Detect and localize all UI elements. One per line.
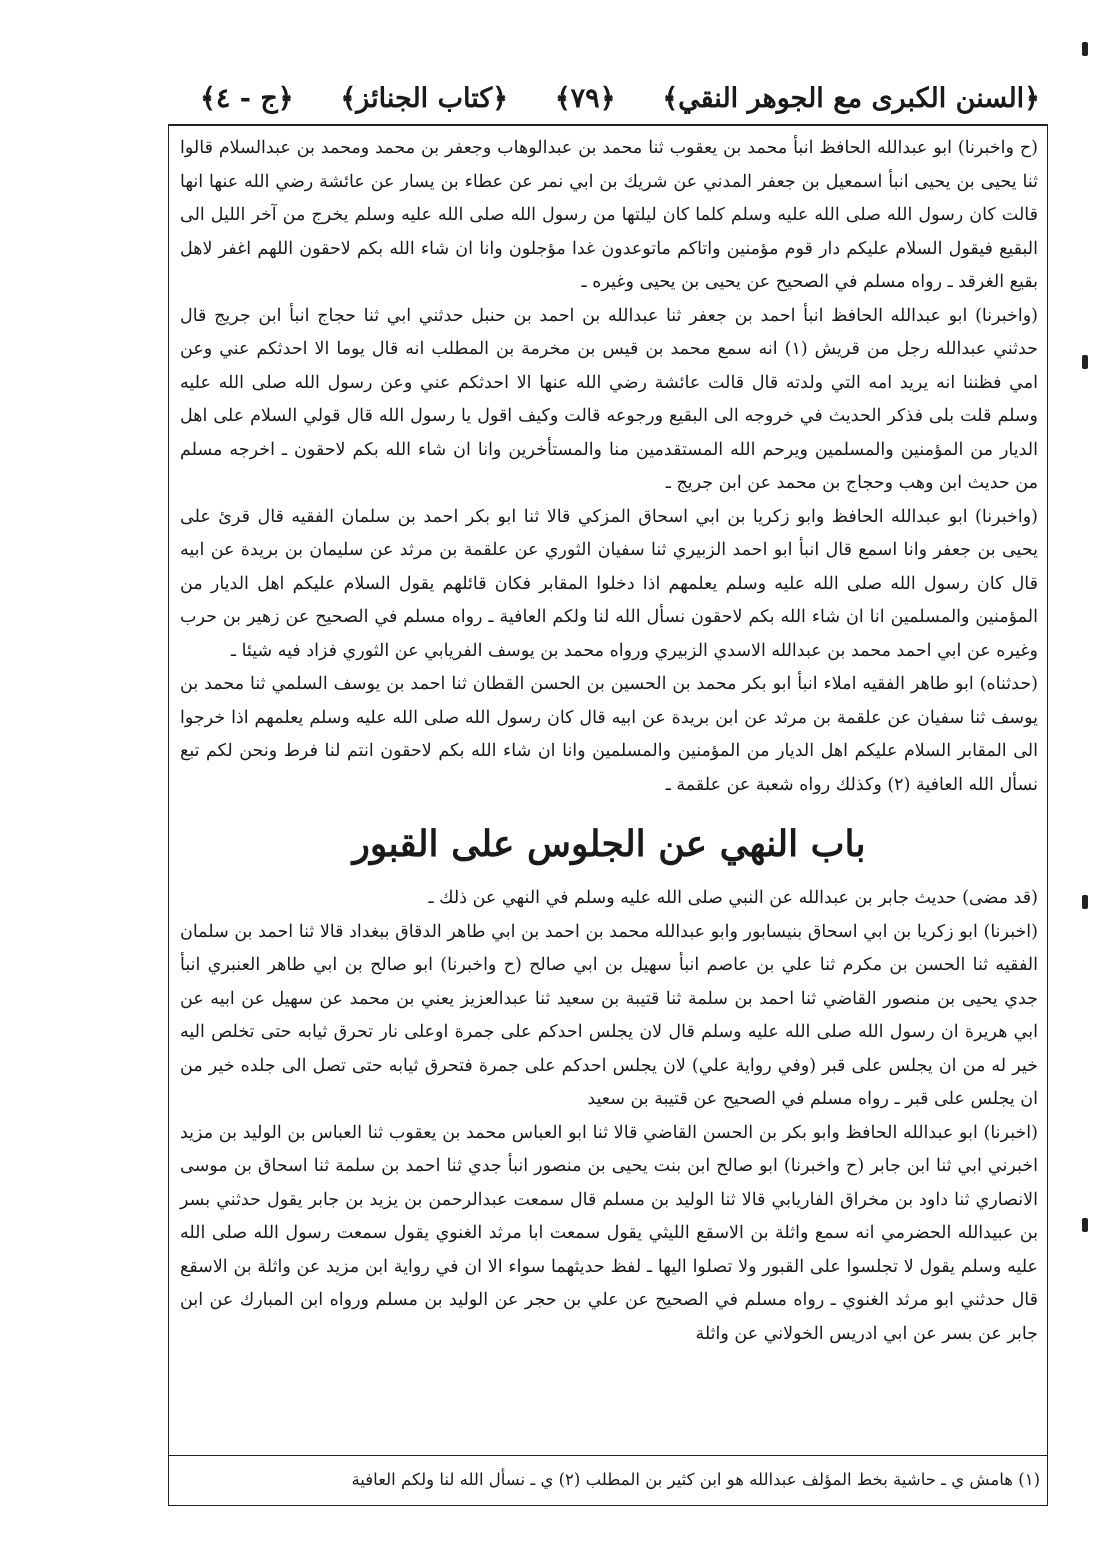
header-rule [168,124,1048,126]
hadith-paragraph: (حدثناه) ابو طاهر الفقيه املاء انبأ ابو بكر محمد بن الحسين بن الحسن القطان ثنا احمد بن يوسف السلمي ثنا محمد بن يوسف ثنا سفيان عن علقمة بن مرثد عن ابن بريدة عن ابيه قال كان رسول الله صلى الله عليه وسلم يعلمهم اذا خرجوا الى المقابر السلام عليكم اهل الديار من المؤمنين والمسلمين وانا ان شاء الله بكم لاحقون انتم لنا فرط ونحن لكم تبع نسأل الله العافية (٢) وكذلك رواه شعبة عن علقمة ـ [180,674,1038,795]
main-text [180,132,1038,1351]
hadith-paragraph: (واخبرنا) ابو عبدالله الحافظ وابو زكريا بن ابي اسحاق المزكي قالا ثنا ابو بكر احمد بن سلمان الفقيه قال قرئ على يحيى بن جعفر وانا اسمع قال انبأ ابو احمد الزبيري ثنا سفيان الثوري عن علقمة بن مرثد عن سليمان بن بريدة عن ابيه قال كان رسول الله صلى الله عليه وسلم يعلمهم اذا دخلوا المقابر فكان قائلهم يقول السلام عليكم اهل الديار من المؤمنين والمسلمين انا ان شاء الله بكم لاحقون نسأل الله لنا ولكم العافية ـ رواه مسلم في الصحيح عن زهير بن حرب وغيره عن ابي احمد محمد بن عبدالله الاسدي الزبيري ورواه محمد بن يوسف الفريابي عن الثوري فزاد فيه شيئا ـ [180,506,1038,661]
margin-mark [1082,895,1088,909]
book-title: ﴿السنن الكبرى مع الجوهر النقي﴾ [662,82,1040,114]
page-number: ﴿٧٩﴾ [554,82,616,114]
section-title: ﴿كتاب الجنائز﴾ [340,82,509,114]
frame-left-border [168,124,169,1506]
margin-mark [1082,1218,1088,1232]
frame-right-border [1047,124,1048,1506]
chapter-title: باب النهي عن الجلوس على القبور [352,823,866,865]
hadith-paragraph: (ح واخبرنا) ابو عبدالله الحافظ انبأ محمد بن يعقوب ثنا محمد بن عبدالوهاب وجعفر بن محمد ومحمد بن عبدالسلام قالوا ثنا يحيى بن يحيى انبأ اسمعيل بن جعفر المدني عن شريك بن ابي نمر عن عطاء بن يسار عن عائشة رضي الله عنها انها قالت كان رسول الله صلى الله عليه وسلم كلما كان ليلتها من رسول الله صلى الله عليه وسلم يخرج من آخر الليل الى البقيع فيقول السلام عليكم دار قوم مؤمنين واتاكم ماتوعدون غدا مؤجلون وانا ان شاء الله بكم لاحقون اللهم اغفر لاهل بقيع الغرقد ـ رواه مسلم في الصحيح عن يحيى بن يحيى وغيره ـ [180,138,1038,292]
hadith-paragraph: (واخبرنا) ابو عبدالله الحافظ انبأ احمد بن جعفر ثنا عبدالله بن احمد بن حنبل حدثني ابي ثنا حجاج انبأ ابن جريج قال حدثني عبدالله رجل من قريش (١) انه سمع محمد بن قيس بن مخرمة بن المطلب انه قال يوما الا احدثكم عني وعن امي فظننا انه يريد امه التي ولدته قال قالت عائشة رضي الله عنها الا احدثكم عني وعن رسول الله صلى الله عليه وسلم قلت بلى فذكر الحديث في خروجه الى البقيع ورجوعه قالت وكيف اقول يا رسول الله قال قولي السلام على اهل الديار من المؤمنين والمسلمين ويرحم الله المستقدمين منا والمستأخرين وانا ان شاء الله بكم لاحقون ـ اخرجه مسلم من حديث ابن وهب وحجاج بن محمد عن ابن جريج ـ [180,305,1038,493]
margin-mark [1082,42,1088,56]
margin-mark [1082,355,1088,369]
volume-number: ﴿ج - ٤﴾ [200,82,294,114]
hadith-paragraph: (اخبرنا) ابو عبدالله الحافظ وابو بكر بن الحسن القاضي قالا ثنا ابو العباس محمد بن يعقوب ثنا العباس بن الوليد بن مزيد اخبرني ابي ثنا ابن جابر (ح واخبرنا) ابو صالح ابن بنت يحيى بن منصور انبأ جدي ثنا احمد بن سلمة ثنا اسحاق بن موسى الانصاري ثنا داود بن مخراق الفاريابي قالا ثنا الوليد بن مسلم قال سمعت عبدالرحمن بن يزيد بن جابر يقول حدثني بسر بن عبيدالله الحضرمي انه سمع واثلة بن الاسقع الليثي يقول سمعت ابا مرثد الغنوي يقول سمعت رسول الله صلى الله عليه وسلم يقول لا تجلسوا على القبور ولا تصلوا اليها ـ لفظ حديثهما سواء الا ان في رواية ابن مزيد عن واثلة بن الاسقع قال حدثني ابو مرثد الغنوي ـ رواه مسلم في الصحيح عن علي بن حجر عن الوليد بن مسلم ورواه ابن المبارك عن ابن جابر عن بسر عن ابي ادريس الخولاني عن واثلة [180,1122,1038,1344]
footnote: (١) هامش ي ـ حاشية بخط المؤلف عبدالله هو ابن كثير بن المطلب (٢) ي ـ نسأل الله لنا ولكم العافية [351,1470,1040,1489]
hadith-paragraph: (اخبرنا) ابو زكريا بن ابي اسحاق بنيسابور وابو عبدالله محمد بن احمد بن ابي طاهر الدقاق ببغداد قالا ثنا احمد بن سلمان الفقيه ثنا الحسن بن مكرم ثنا علي بن عاصم انبأ سهيل بن ابي صالح (ح واخبرنا) ابو صالح بن ابي طاهر العنبري انبأ جدي يحيى بن منصور القاضي ثنا احمد بن سلمة ثنا قتيبة بن سعيد ثنا عبدالعزيز يعني بن محمد عن سهيل عن ابيه عن ابي هريرة ان رسول الله صلى الله عليه وسلم قال لان يجلس احدكم على جمرة اوعلى نار تحرق ثيابه حتى تخلص اليه خير له من ان يجلس على قبر (وفي رواية علي) لان يجلس احدكم على جمرة فتحرق ثيابه حتى تصل الى جلده خير من ان يجلس على قبر ـ رواه مسلم في الصحيح عن قتيبة بن سعيد [180,921,1038,1109]
hadith-paragraph: (قد مضى) حديث جابر بن عبدالله عن النبي صلى الله عليه وسلم في النهي عن ذلك ـ [428,888,1038,908]
footnote-separator [168,1455,1048,1456]
bottom-rule [168,1505,1048,1506]
running-header [200,74,1040,122]
